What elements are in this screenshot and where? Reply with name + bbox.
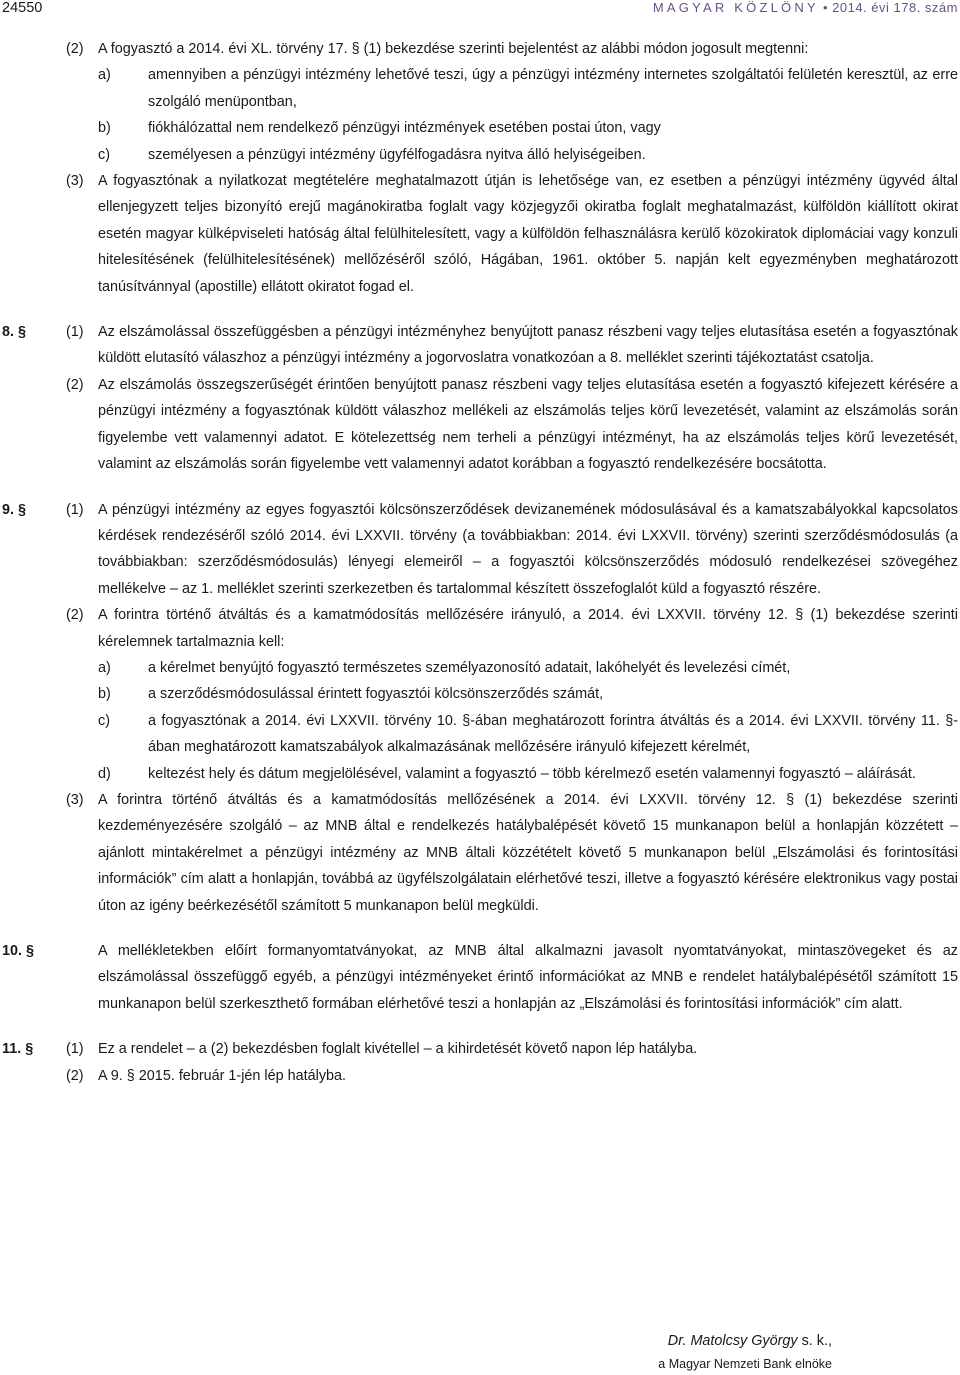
paragraph-number: (1) (66, 501, 84, 518)
item-text: személyesen a pénzügyi intézmény ügyfélfogadásra nyitva álló helyiségeiben. (148, 146, 646, 163)
paragraph-text: A fogyasztó a 2014. évi XL. törvény 17. § (1) bekezdése szerinti bejelentést az alábbi módon jogosult megtenni: (98, 41, 809, 57)
paragraph-9-1 (0, 497, 960, 603)
paragraph-text: A fogyasztónak a nyilatkozat megtételére meghatalmazott útján is lehetősége van, ez esetben a pénzügyi intézmény ügyvéd által ellenjegyzett teljes bizonyító erejű magánokiratba foglalt vagy közjegyzői okiratba foglalt meghatalmazást, külföldön kiállított okirat esetén magyar külképviseleti hatóság által felülhitelesített, vagy a külföldön felhasználásra kerülő közokiratok diplomáciai vagy konzuli hitelesítésének (felülhitelesítésének) mellőzéséről szóló, Hágában, 1961. október 5. napján kelt egyezményben meghatározott tanúsítvánnyal (apostille) ellátott okiratot fogad el. (98, 173, 958, 295)
signatory-full-name: Dr. Matolcsy György (667, 1333, 798, 1349)
item-text: a kérelmet benyújtó fogyasztó természetes személyazonosító adatait, lakóhelyét és levelezési címét, (148, 659, 791, 676)
paragraph-text: A mellékletekben előírt formanyomtatványokat, az MNB által alkalmazni javasolt nyomtatványokat, mintaszövegeket és az elszámolással összefüggő egyéb, a pénzügyi intézményeket érintő információkat az MNB e rendelet hatálybalépésétől számított 15 munkanapon belül szerkeszthető formában elérhetővé teszi a honlapján az „Elszámolási és forintosítási információk” cím alatt. (98, 943, 958, 1012)
journal-title: MAGYAR KÖZLÖNY (652, 0, 819, 15)
item-label: a) (98, 67, 111, 84)
item-text: amennyiben a pénzügyi intézmény lehetővé teszi, úgy a pénzügyi intézmény internetes szolgáltatói felületén keresztül, az erre szolgáló menüpontban, (148, 67, 958, 110)
list-item (0, 115, 960, 141)
paragraph-text: Ez a rendelet – a (2) bekezdésben foglalt kivétellel – a kihirdetését követő napon lép hatályba. (98, 1041, 698, 1058)
paragraph-number: (1) (66, 324, 84, 341)
list-item (0, 142, 960, 168)
section-11 (0, 1036, 960, 1089)
signatory-title: s. k., (801, 1333, 832, 1349)
header-bullet: • (822, 0, 829, 15)
paragraph-11-2 (0, 1063, 960, 1089)
paragraph-number: (2) (66, 1067, 84, 1084)
issue-number: 2014. évi 178. szám (832, 0, 958, 15)
item-text: a fogyasztónak a 2014. évi LXXVII. törvény 10. §-ában meghatározott forintra átváltás és a 2014. évi LXXVII. törvény 11. §-ában meghatározott kamatszabályok alkalmazásának mellőzésére irányuló kifejezett kérelmét, (148, 712, 958, 756)
paragraph-7-2 (0, 36, 960, 62)
item-label: c) (98, 146, 110, 163)
item-label: a) (98, 659, 111, 676)
signatory-role: a Magyar Nemzeti Bank elnöke (658, 1357, 832, 1371)
paragraph-text: A 9. § 2015. február 1-jén lép hatályba. (98, 1067, 347, 1084)
paragraph-text: A forintra történő átváltás és a kamatmódosítás mellőzésének a 2014. évi LXXVII. törvény 12. § (1) bekezdése szerinti kezdeményezésére szolgáló – az MNB által e rendelkezés hatálybalépését követő 15 munkanapon belül a honlapján közzétett – ajánlott mintakérelmet a pénzügyi intézmény az MNB általi közzétételt követő 5 munkanapon belül „Elszámolási és forintosítási információk” cím alatt a honlapján, továbbá az ügyfélszolgálatain elérhetővé teszi, illetve a fogyasztó kérésére elektronikus vagy postai úton az igény beérkezésétől számított 5 munkanapon belül megküldi. (98, 791, 958, 914)
list-item (0, 62, 960, 115)
section-8 (0, 319, 960, 477)
item-text: fiókhálózattal nem rendelkező pénzügyi intézmények esetében postai úton, vagy (148, 120, 661, 137)
item-label: c) (98, 712, 110, 729)
list-item (0, 708, 960, 761)
section-heading: 9. § (2, 501, 27, 518)
journal-header (653, 0, 958, 15)
paragraph-text: Az elszámolással összefüggésben a pénzügyi intézményhez benyújtott panasz részbeni vagy teljes elutasítása esetén a fogyasztónak küldött elutasító válaszhoz a pénzügyi intézmény a jogorvoslatra vonatkozóan a 8. melléklet szerinti tájékoztatást csatolja. (98, 324, 958, 367)
paragraph-7-3 (0, 168, 960, 300)
paragraph-text: A pénzügyi intézmény az egyes fogyasztói kölcsönszerződések devizanemének módosulásával és a kamatszabályokkal kapcsolatos kérdések rendezéséről szóló 2014. évi LXXVII. törvény (a továbbiakban: 2014. évi LXXVII. törvény) szerinti szerződésmódosulás (a továbbiakban: szerződésmódosulás) lényegi elemeiről – a fogyasztói kölcsönszerződés módosuló rendelkezései szövegéhez mellékelve – az 1. melléklet szerinti szerkezetben és tartalommal készített összefoglalót küld a fogyasztó részére. (98, 501, 958, 597)
paragraph-10 (0, 938, 960, 1017)
paragraph-8-2 (0, 372, 960, 478)
section-heading: 10. § (2, 943, 35, 959)
signatory-name (668, 1333, 832, 1349)
paragraph-number: (2) (66, 41, 84, 57)
list-item (0, 761, 960, 787)
item-label: b) (98, 120, 111, 137)
document-body (0, 36, 960, 1089)
paragraph-text: A forintra történő átváltás és a kamatmódosítás mellőzésére irányuló, a 2014. évi LXXVII. törvény 12. § (1) bekezdése szerinti kérelemnek tartalmaznia kell: (98, 607, 958, 650)
page-number: 24550 (2, 0, 43, 16)
item-text: a szerződésmódosulással érintett fogyasztói kölcsönszerződés számát, (148, 686, 604, 703)
paragraph-9-3 (0, 787, 960, 919)
section-heading: 11. § (2, 1041, 34, 1058)
paragraph-number: (3) (66, 791, 84, 808)
paragraph-number: (3) (66, 173, 84, 190)
list-item (0, 681, 960, 707)
paragraph-number: (2) (66, 376, 84, 393)
section-10 (0, 938, 960, 1017)
paragraph-11-1 (0, 1036, 960, 1062)
paragraph-8-1 (0, 319, 960, 372)
item-label: b) (98, 686, 111, 703)
item-text: keltezést hely és dátum megjelölésével, valamint a fogyasztó – több kérelmező esetén valamennyi fogyasztó – aláírását. (148, 765, 916, 782)
section-9 (0, 497, 960, 920)
item-label: d) (98, 765, 111, 782)
section-heading: 8. § (2, 324, 27, 341)
list-item (0, 655, 960, 681)
paragraph-number: (1) (66, 1041, 84, 1058)
paragraph-text: Az elszámolás összegszerűségét érintően benyújtott panasz részbeni vagy teljes elutasítása esetén a fogyasztó kifejezett kérésére a pénzügyi intézmény a fogyasztónak küldött válaszhoz mellékeli az elszámolás teljes körű levezetését, valamint az elszámolás során figyelembe vett valamennyi adatot. E kötelezettség nem terheli a pénzügyi intézményt, ha az elszámolás teljes körű levezetését, valamint az elszámolás során figyelembe vett valamennyi adatot korábban a fogyasztó rendelkezésére bocsátotta. (98, 376, 958, 473)
paragraph-number: (2) (66, 607, 84, 624)
paragraph-9-2 (0, 602, 960, 655)
